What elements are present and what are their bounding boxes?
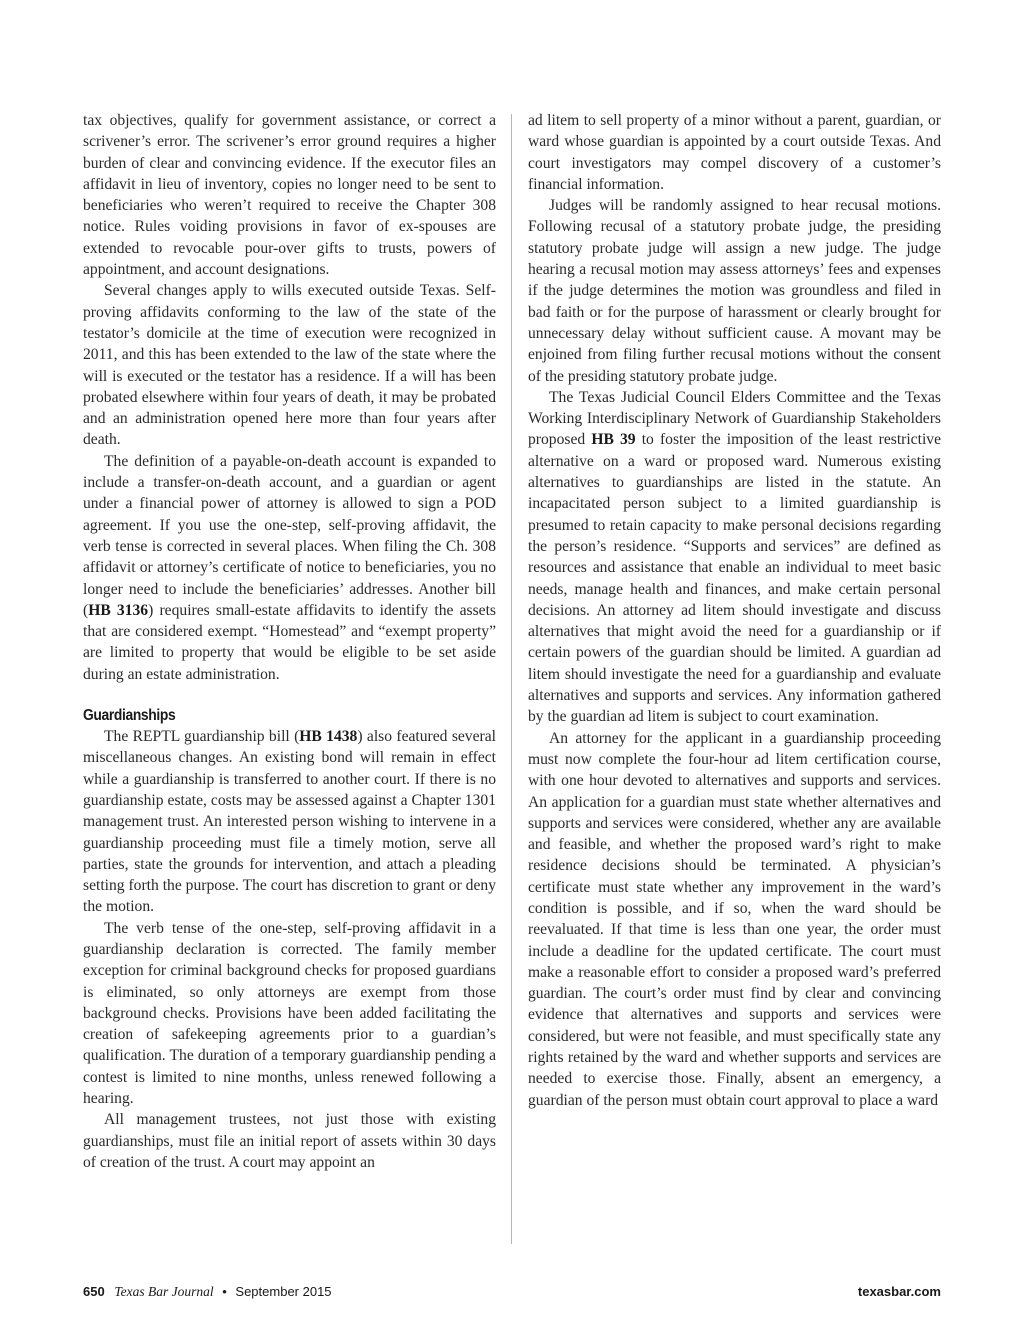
column-divider xyxy=(511,114,512,1244)
paragraph-text: The definition of a payable-on-death account is expanded to include a transfer-on-death account, and a guardian or agent under a financial power of attorney is allowed to sign a POD agreement. If you use the one-step, self-proving affidavit, the verb tense is corrected in several places. When filing the Ch. 308 affidavit or attorney’s certificate of notice to beneficiaries, you no longer need to include the beneficiaries’ addresses. Another bill ( xyxy=(83,452,496,619)
section-heading: Guardianships xyxy=(83,707,176,725)
journal-name: Texas Bar Journal xyxy=(114,1284,214,1299)
footer-left xyxy=(83,1282,332,1302)
paragraph-text: ) requires small-estate affidavits to identify the assets that are considered exempt. “Homestead” and “exempt property” are limited to property that would be eligible to be set aside during an estate administration. xyxy=(83,601,496,683)
body-paragraph: ad litem to sell property of a minor without a parent, guardian, or ward whose guardian is appointed by a court outside Texas. And court investigators may compel discovery of a customer’s financial information. xyxy=(528,112,941,193)
paragraph-text: to foster the imposition of the least restrictive alternative on a ward or proposed ward. Numerous existing alternatives to guardianships are listed in the statute. An incapacitated person subject to a limited guardianship is presumed to retain capacity to make personal decisions regarding the person’s residence. “Supports and services” are defined as resources and assistance that enable an individual to meet basic needs, manage health and finances, and make certain personal decisions. An attorney ad litem should investigate and discuss alternatives that might avoid the need for a guardianship or if certain powers of the guardian should be limited. A guardian ad litem should investigate the need for a guardianship and evaluate alternatives and supports and services. Any information gathered by the guardian ad litem is subject to court examination. xyxy=(528,431,941,726)
body-paragraph xyxy=(83,451,496,685)
body-paragraph: Judges will be randomly assigned to hear recusal motions. Following recusal of a statutory probate judge, the presiding statutory probate judge will assign a new judge. The judge hearing a recusal motion may assess attorneys’ fees and expenses if the judge determines the motion was groundless and filed in bad faith or for the purpose of harassment or clearly brought for unnecessary delay without sufficient cause. A movant may be enjoined from filing further recusal motions without the consent of the presiding statutory probate judge. xyxy=(528,197,941,385)
body-paragraph: An attorney for the applicant in a guardianship proceeding must now complete the four-hour ad litem certification course, with one hour devoted to alternatives and supports and services. An application for a guardian must state whether alternatives and supports and services were considered, whether any are available and feasible, and whether the proposed ward’s right to make residence decisions should be terminated. A physician’s certificate must state whether any improvement in the ward’s condition is possible, and if so, when the ward should be reevaluated. If that time is less than one year, the order must include a deadline for the updated certificate. The court must make a reasonable effort to consider a proposed ward’s preferred guardian. The court’s order must find by clear and convincing evidence that alternatives and supports and services were considered, but were not feasible, and must specifically state any rights retained by the ward and whether supports and services are needed to exercise those. Finally, absent an emergency, a guardian of the person must obtain court approval to place a ward xyxy=(528,729,941,1109)
body-paragraph: The verb tense of the one-step, self-proving affidavit in a guardianship declaration is corrected. The family member exception for criminal background checks for proposed guardians is eliminated, so only attorneys are exempt from those background checks. Provisions have been added facilitating the creation of safekeeping agreements prior to a guardian’s qualification. The duration of a temporary guardianship pending a contest is limited to nine months, unless renewed following a hearing. xyxy=(83,919,496,1108)
website-link[interactable]: texasbar.com xyxy=(857,1284,941,1299)
page-number: 650 xyxy=(83,1284,105,1299)
bill-reference: HB 39 xyxy=(591,431,636,449)
bullet-separator: • xyxy=(222,1284,227,1299)
body-paragraph xyxy=(83,726,496,918)
paragraph-text: The Texas Judicial Council Elders Committee and the Texas Working Interdisciplinary Network of Guardianship Stakeholders proposed xyxy=(528,388,941,449)
body-paragraph: tax objectives, qualify for government assistance, or correct a scrivener’s error. The scrivener’s error ground requires a higher burden of clear and convincing evidence. If the executor files an affidavit in lieu of inventory, copies no longer need to be sent to beneficiaries who weren’t required to receive the Chapter 308 notice. Rules voiding provisions in favor of ex-spouses are extended to revocable pour-over gifts to trusts, powers of appointment, and account designations. xyxy=(83,112,496,279)
bill-reference: HB 3136 xyxy=(88,601,149,619)
bill-reference: HB 1438 xyxy=(299,728,358,746)
paragraph-text: The REPTL guardianship bill ( xyxy=(104,728,300,746)
issue-date: September 2015 xyxy=(235,1284,332,1299)
right-column xyxy=(528,110,941,1111)
body-paragraph: All management trustees, not just those with existing guardianships, must file an initial report of assets within 30 days of creation of the trust. A court may appoint an xyxy=(83,1111,496,1171)
body-paragraph: Several changes apply to wills executed outside Texas. Self-proving affidavits conforming to the law of the state of the testator’s domicile at the time of execution were recognized in 2011, and this has been extended to the law of the state where the will is executed or the testator has a residence. If a will has been probated elsewhere within four years of death, it may be probated and an administration opened here more than four years after death. xyxy=(83,282,496,449)
body-paragraph xyxy=(528,387,941,728)
paragraph-text: ) also featured several miscellaneous changes. An existing bond will remain in effect while a guardianship is transferred to another court. If there is no guardianship estate, costs may be assessed against a Chapter 1301 management trust. An interested person wishing to intervene in a guardianship proceeding must file a timely motion, serve all parties, state the grounds for intervention, and attach a pleading setting forth the purpose. The court has discretion to grant or deny the motion. xyxy=(83,728,496,916)
left-column xyxy=(83,110,496,1173)
